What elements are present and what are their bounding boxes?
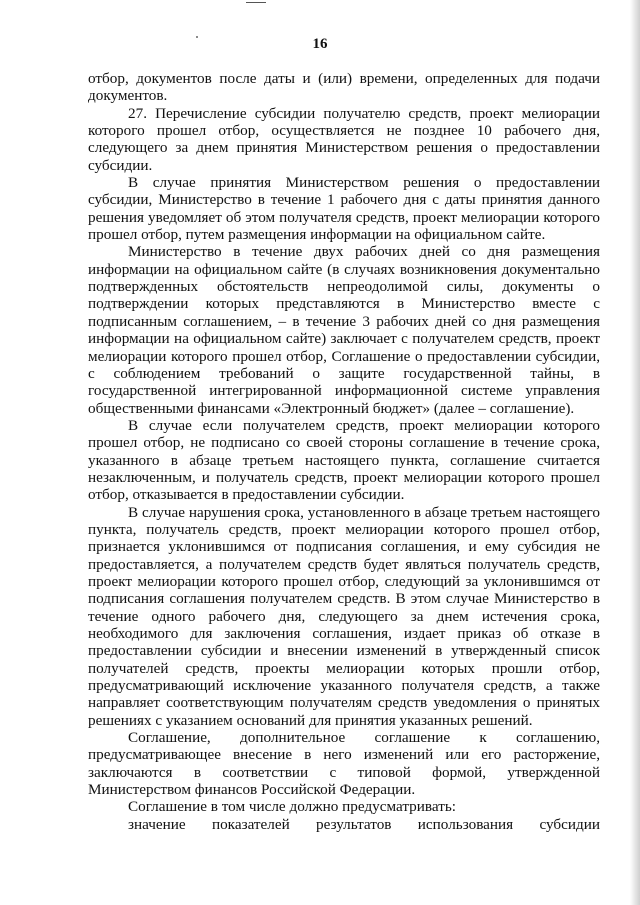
paragraph-1: отбор, документов после даты и (или) времени, определенных для подачи документов. — [88, 70, 600, 105]
scan-artifact-mark — [246, 2, 266, 3]
scan-page-edge — [630, 0, 640, 905]
paragraph-4: Министерство в течение двух рабочих дней со дня размещения информации на официальном сайте (в случаях возникновения документально подтвержденных обстоятельств непреодолимой силы, документы о подтверждении которых представляются в Министерство вместе с подписанным соглашением, – в течение 3 рабочих дней со дня размещения информации на официальном сайте) заключает с получателем средств, проект мелиорации которого прошел отбор, Соглашение о предоставлении субсидии, с соблюдением требований о защите государственной тайны, в государственной интегрированной информационной системе управления общественными финансами «Электронный бюджет» (далее – соглашение). — [88, 243, 600, 417]
paragraph-8: Соглашение в том числе должно предусматривать: — [128, 798, 457, 816]
document-body — [88, 70, 600, 833]
paragraph-5: В случае если получателем средств, проект мелиорации которого прошел отбор, не подписано со своей стороны соглашение в течение срока, указанного в абзаце третьем настоящего пункта, соглашение считается незаключенным, и получатель средств, проект мелиорации которого прошел отбор, отказывается в предоставлении субсидии. — [88, 416, 600, 504]
paragraph-6: В случае нарушения срока, установленного в абзаце третьем настоящего пункта, получатель средств, проект мелиорации которого прошел отбор, признается уклонившимся от подписания соглашения, и ему субсидия не предоставляется, а получателем средств будет являться получатель средств, проект мелиорации которого прошел отбор, следующий за уклонившимся от подписания соглашения получателем средств. В этом случае Министерство в течение одного рабочего дня, следующего за днем истечения срока, необходимого для заключения соглашения, издает приказ об отказе в предоставлении субсидии и внесении изменений в утвержденный список получателей средств, проекты мелиорации которых прошли отбор, предусматривающий исключение указанного получателя средств, а также направляет соответствующим получателям средств уведомления о принятых решениях с указанием оснований для принятия указанных решений. — [88, 503, 600, 729]
paragraph-7: Соглашение, дополнительное соглашение к соглашению, предусматривающее внесение в него изменений или его расторжение, заключаются в соответствии с типовой формой, утвержденной Министерством финансов Российской Федерации. — [88, 729, 600, 799]
page-number: 16 — [312, 36, 328, 52]
paragraph-9: значение показателей результатов использования субсидии — [128, 815, 600, 833]
paragraph-2: 27. Перечисление субсидии получателю средств, проект мелиорации которого прошел отбор, осуществляется не позднее 10 рабочего дня, следующего за днем принятия Министерством решения о предоставлении субсидии. — [88, 104, 600, 174]
paragraph-3: В случае принятия Министерством решения о предоставлении субсидии, Министерство в течение 1 рабочего дня с даты принятия данного решения уведомляет об этом получателя средств, проект мелиорации которого прошел отбор, путем размещения информации на официальном сайте. — [88, 174, 600, 244]
